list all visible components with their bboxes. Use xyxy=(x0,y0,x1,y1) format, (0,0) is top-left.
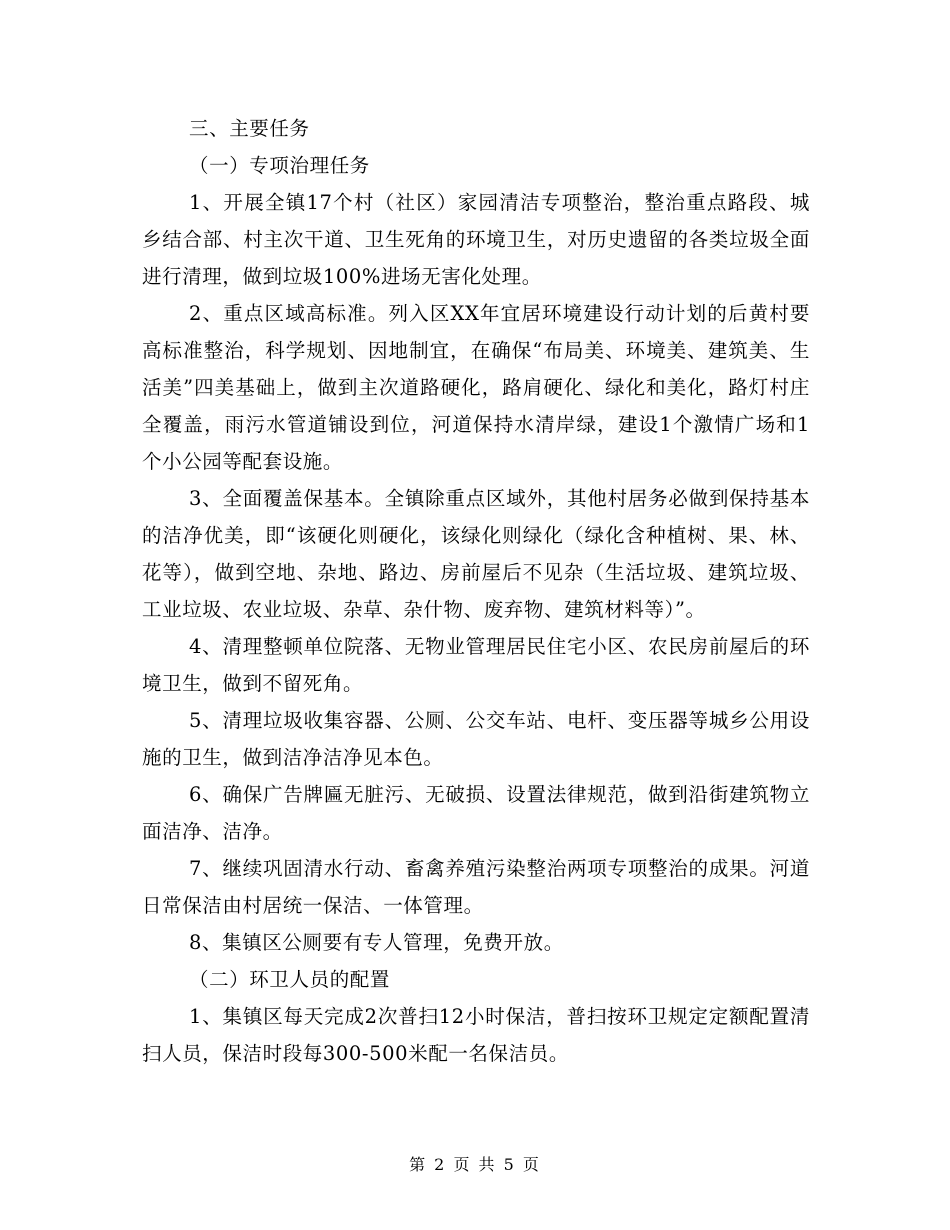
document-body xyxy=(142,110,810,1072)
paragraph-1-6: 6、确保广告牌匾无脏污、无破损、设置法律规范，做到沿街建筑物立面洁净、洁净。 xyxy=(142,783,810,843)
paragraph-1-8: 8、集镇区公厕要有专人管理，免费开放。 xyxy=(189,931,564,954)
paragraph-1-1: 1、开展全镇17个村（社区）家园清洁专项整治，整治重点路段、城乡结合部、村主次干道、卫生死角的环境卫生，对历史遗留的各类垃圾全面进行清理，做到垃圾100%进场无害化处理。 xyxy=(142,191,810,288)
paragraph-1-2: 2、重点区域高标准。列入区XX年宜居环境建设行动计划的后黄村要高标准整治，科学规划、因地制宜，在确保“布局美、环境美、建筑美、生活美”四美基础上，做到主次道路硬化，路肩硬化、绿化和美化，路灯村庄全覆盖，雨污水管道铺设到位，河道保持水清岸绿，建设1个激情广场和1个小公园等配套设施。 xyxy=(142,302,810,473)
paragraph-1-4: 4、清理整顿单位院落、无物业管理居民住宅小区、农民房前屋后的环境卫生，做到不留死角。 xyxy=(142,635,810,695)
page-number-footer: 第 2 页 共 5 页 xyxy=(409,1155,541,1174)
paragraph-1-7: 7、继续巩固清水行动、畜禽养殖污染整治两项专项整治的成果。河道日常保洁由村居统一保洁、一体管理。 xyxy=(142,857,810,917)
subsection-title-2: （二）环卫人员的配置 xyxy=(189,968,391,991)
paragraph-1-3: 3、全面覆盖保基本。全镇除重点区域外，其他村居务必做到保持基本的洁净优美，即“该硬化则硬化，该绿化则绿化（绿化含种植树、果、林、花等），做到空地、杂地、路边、房前屋后不见杂（生活垃圾、建筑垃圾、工业垃圾、农业垃圾、杂草、杂什物、废弃物、建筑材料等）”。 xyxy=(142,487,810,621)
section-title: 三、主要任务 xyxy=(189,117,310,140)
subsection-title-1: （一）专项治理任务 xyxy=(189,154,370,177)
paragraph-2-1: 1、集镇区每天完成2次普扫12小时保洁，普扫按环卫规定定额配置清扫人员，保洁时段每300-500米配一名保洁员。 xyxy=(142,1005,810,1065)
paragraph-1-5: 5、清理垃圾收集容器、公厕、公交车站、电杆、变压器等城乡公用设施的卫生，做到洁净洁净见本色。 xyxy=(142,709,810,769)
